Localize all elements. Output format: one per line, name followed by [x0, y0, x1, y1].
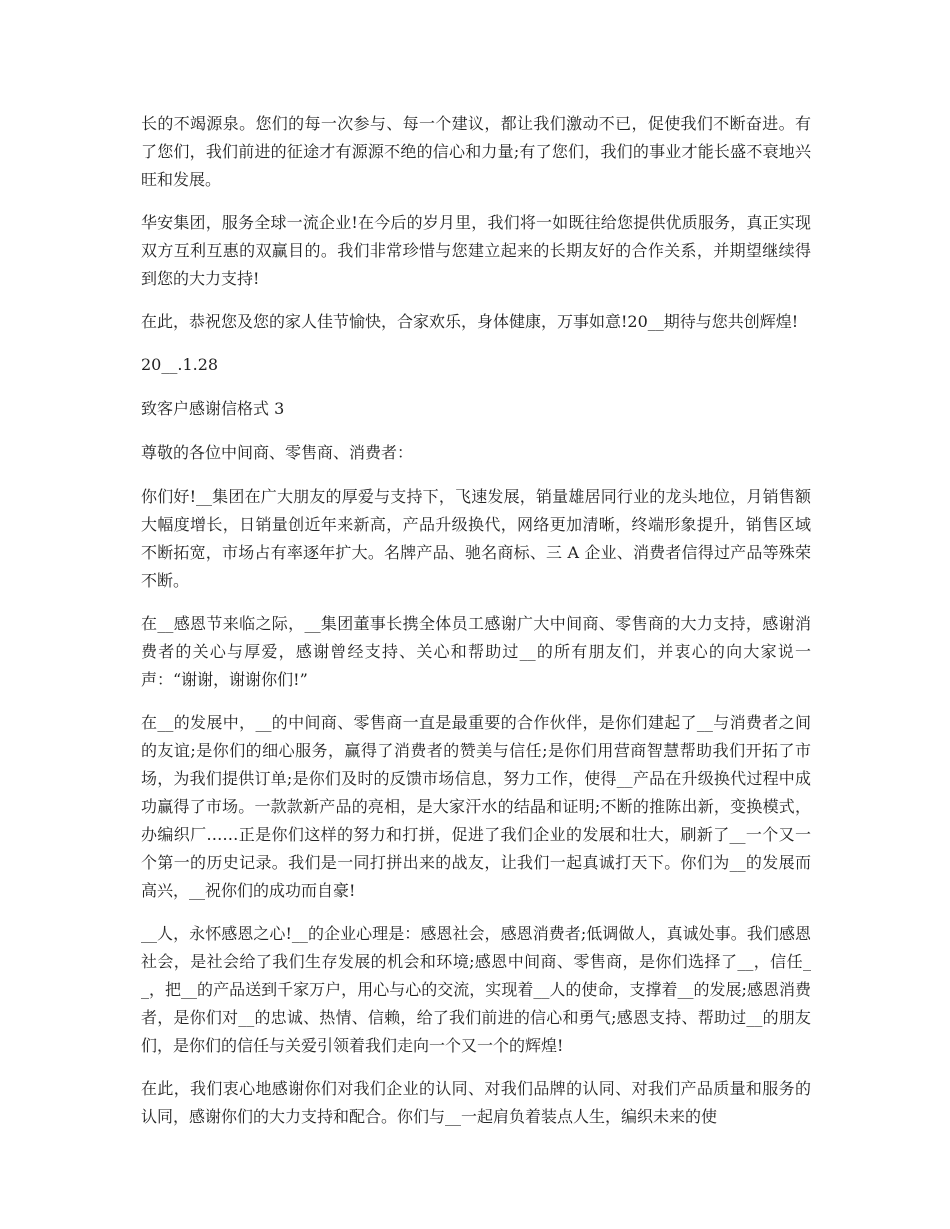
letter-salutation: 尊敬的各位中间商、零售商、消费者： [141, 443, 414, 462]
paragraph-holiday-wishes: 在此，恭祝您及您的家人佳节愉快，合家欢乐，身体健康，万事如意!20__期待与您共创辉煌! [141, 312, 799, 331]
section-heading: 致客户感谢信格式 3 [141, 399, 285, 418]
paragraph-continuation: 长的不竭源泉。您们的每一次参与、每一个建议，都让我们激动不已，促使我们不断奋进。有了您们，我们前进的征途才有源源不绝的信心和力量;有了您们，我们的事业才能长盛不衰地兴旺和发展。 [141, 114, 811, 189]
document-body [141, 110, 811, 1146]
paragraph-gratitude: __人，永怀感恩之心!__的企业心理是：感恩社会，感恩消费者;低调做人，真诚处事。我们感恩社会，是社会给了我们生存发展的机会和环境;感恩中间商、零售商，是你们选择了__，信任__，把__的产品送到千家万户，用心与心的交流，实现着__人的使命，支撑着__的发展;感恩消费者，是你们对__的忠诚、热情、信赖，给了我们前进的信心和勇气;感恩支持、帮助过__的朋友们，是你们的信任与关爱引领着我们走向一个又一个的辉煌! [141, 924, 811, 1055]
paragraph-closing: 在此，我们衷心地感谢你们对我们企业的认同、对我们品牌的认同、对我们产品质量和服务的认同，感谢你们的大力支持和配合。你们与__一起肩负着装点人生，编织未来的使 [141, 1079, 811, 1126]
paragraph-company-service: 华安集团，服务全球一流企业!在今后的岁月里，我们将一如既往给您提供优质服务，真正实现双方互利互惠的双赢目的。我们非常珍惜与您建立起来的长期友好的合作关系，并期望继续得到您的大力支持! [141, 213, 811, 288]
paragraph-thanksgiving: 在__感恩节来临之际，__集团董事长携全体员工感谢广大中间商、零售商的大力支持，感谢消费者的关心与厚爱，感谢曾经支持、关心和帮助过__的所有朋友们，并衷心的向大家说一声：“谢谢，谢谢你们!” [141, 614, 811, 689]
paragraph-partners: 在__的发展中，__的中间商、零售商一直是最重要的合作伙伴，是你们建起了__与消费者之间的友谊;是你们的细心服务，赢得了消费者的赞美与信任;是你们用营商智慧帮助我们开拓了市场，为我们提供订单;是你们及时的反馈市场信息，努力工作，使得__产品在升级换代过程中成功赢得了市场。一款款新产品的亮相，是大家汗水的结晶和证明;不断的推陈出新，变换模式，办编织厂……正是你们这样的努力和打拼，促进了我们企业的发展和壮大，刷新了__一个又一个第一的历史记录。我们是一同打拼出来的战友，让我们一起真诚打天下。你们为__的发展而高兴，__祝你们的成功而自豪! [141, 713, 811, 900]
paragraph-greeting: 你们好!__集团在广大朋友的厚爱与支持下，飞速发展，销量雄居同行业的龙头地位，月销售额大幅度增长，日销量创近年来新高，产品升级换代，网络更加清晰，终端形象提升，销售区域不断拓宽，市场占有率逐年扩大。名牌产品、驰名商标、三 A 企业、消费者信得过产品等殊荣不断。 [141, 487, 811, 590]
letter-date: 20__.1.28 [141, 355, 219, 374]
